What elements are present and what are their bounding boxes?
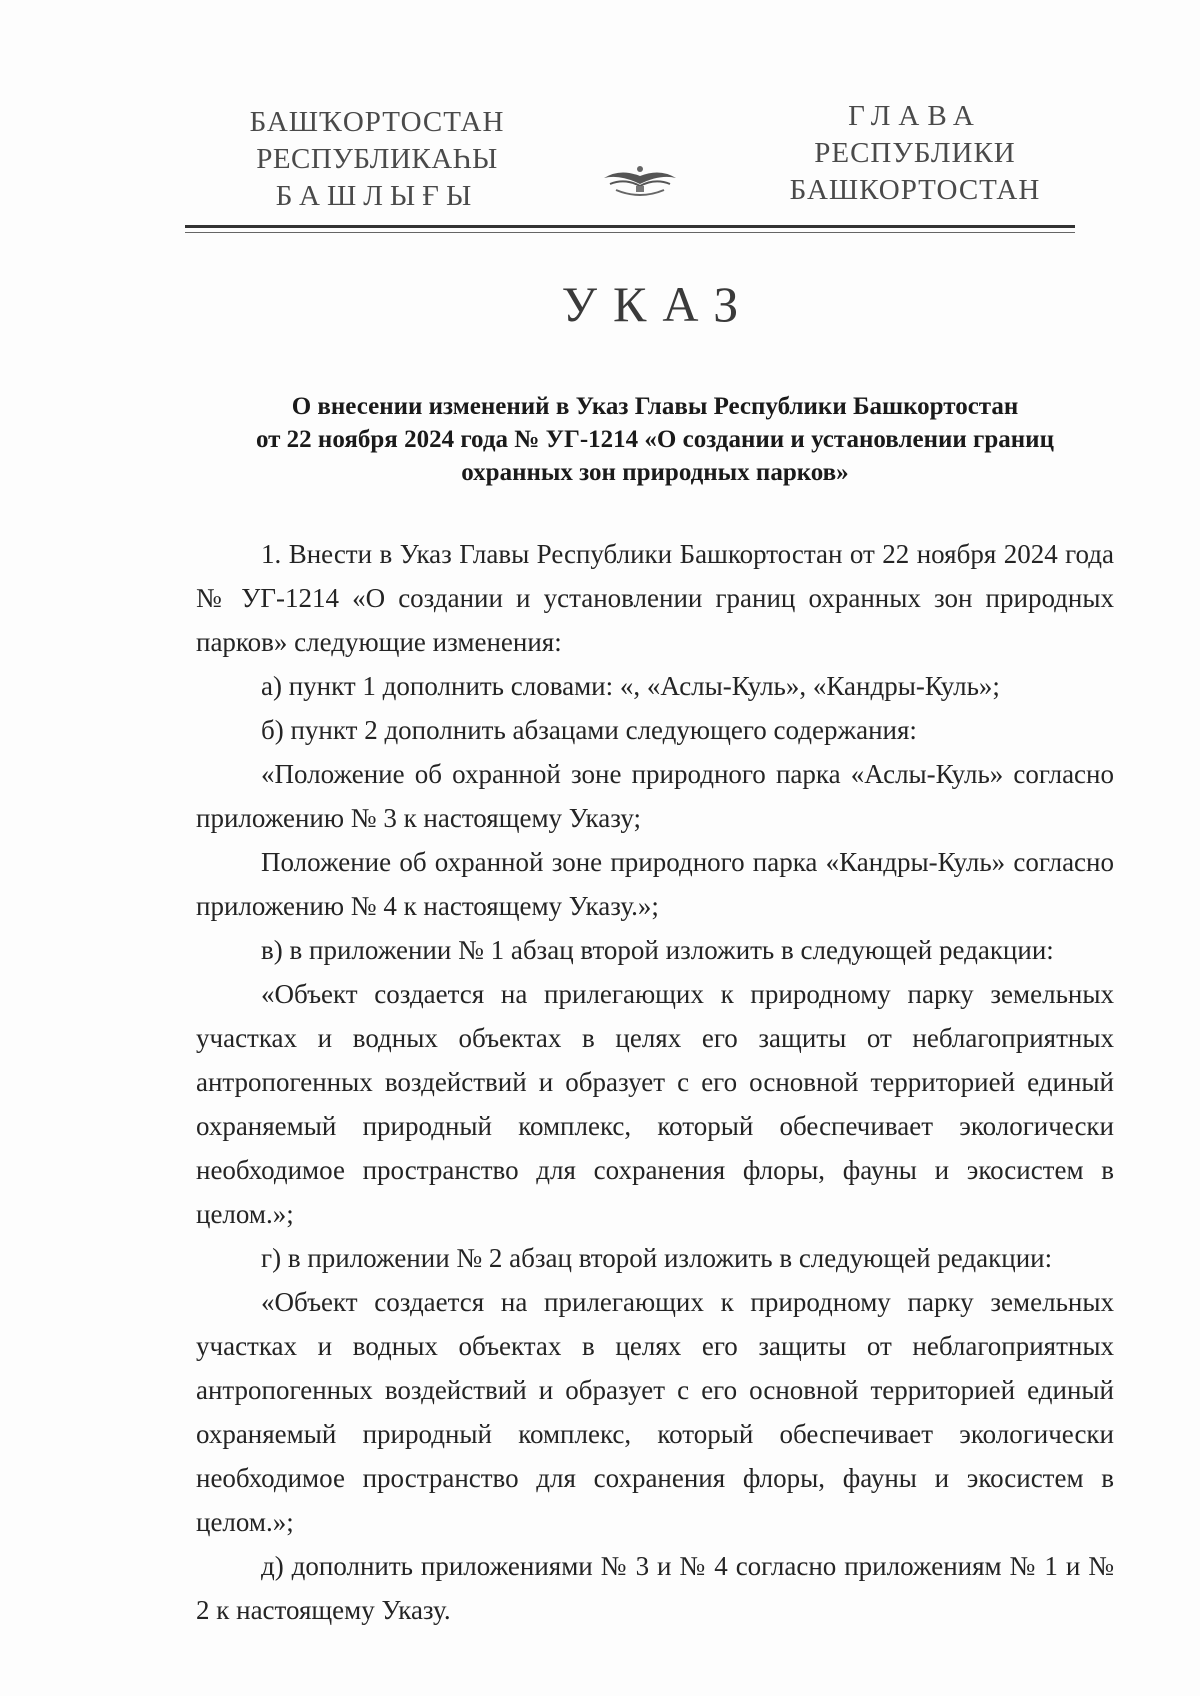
decree-subject-line: О внесении изменений в Указ Главы Республики Башкортостан bbox=[291, 393, 1019, 420]
letterhead-divider-thin bbox=[185, 232, 1075, 233]
paragraph: 1. Внести в Указ Главы Республики Башкортостан от 22 ноября 2024 года № УГ-1214 «О создании и установлении границ охранных зон природных парков» следующие изменения: bbox=[196, 539, 1114, 657]
decree-body bbox=[196, 532, 1114, 1632]
letterhead-russian bbox=[770, 98, 1060, 209]
letterhead-russian-line: РЕСПУБЛИКИ bbox=[814, 137, 1016, 169]
paragraph: в) в приложении № 1 абзац второй изложить в следующей редакции: bbox=[261, 935, 1054, 965]
paragraph: б) пункт 2 дополнить абзацами следующего содержания: bbox=[261, 715, 917, 745]
letterhead-russian-line: ГЛАВА bbox=[848, 100, 982, 132]
decree-subject-line: охранных зон природных парков» bbox=[461, 459, 849, 486]
paragraph: а) пункт 1 дополнить словами: «, «Аслы-Куль», «Кандры-Куль»; bbox=[261, 671, 1000, 701]
letterhead-bashkir-line: БАШЛЫҒЫ bbox=[275, 180, 479, 212]
bashkortostan-emblem-icon bbox=[600, 160, 680, 206]
paragraph: г) в приложении № 2 абзац второй изложить в следующей редакции: bbox=[261, 1243, 1053, 1273]
decree-subject-line: от 22 ноября 2024 года № УГ-1214 «О создании и установлении границ bbox=[255, 426, 1054, 453]
paragraph: «Объект создается на прилегающих к природному парку земельных участках и водных объектах в целях его защиты от неблагоприятных антропогенных воздействий и образует с его основной территорией единый охраняемый природный комплекс, который обеспечивает экологически необходимое пространство для сохранения флоры, фауны и экосистем в целом.»; bbox=[196, 979, 1114, 1229]
paragraph: «Положение об охранной зоне природного парка «Аслы-Куль» согласно приложению № 3 к настоящему Указу; bbox=[196, 759, 1114, 833]
letterhead-bashkir bbox=[232, 104, 522, 215]
paragraph: Положение об охранной зоне природного парка «Кандры-Куль» согласно приложению № 4 к настоящему Указу.»; bbox=[196, 847, 1114, 921]
document-type-title: УКАЗ bbox=[561, 276, 755, 332]
letterhead-bashkir-line: БАШҠОРТОСТАН bbox=[249, 106, 505, 138]
letterhead-divider bbox=[185, 225, 1075, 228]
decree-subject bbox=[200, 390, 1110, 489]
letterhead-bashkir-line: РЕСПУБЛИКАҺЫ bbox=[256, 143, 498, 175]
paragraph: «Объект создается на прилегающих к природному парку земельных участках и водных объектах в целях его защиты от неблагоприятных антропогенных воздействий и образует с его основной территорией единый охраняемый природный комплекс, который обеспечивает экологически необходимое пространство для сохранения флоры, фауны и экосистем в целом.»; bbox=[196, 1287, 1114, 1537]
letterhead-russian-line: БАШКОРТОСТАН bbox=[789, 174, 1041, 206]
paragraph: д) дополнить приложениями № 3 и № 4 согласно приложениям № 1 и № 2 к настоящему Указу. bbox=[196, 1551, 1114, 1625]
